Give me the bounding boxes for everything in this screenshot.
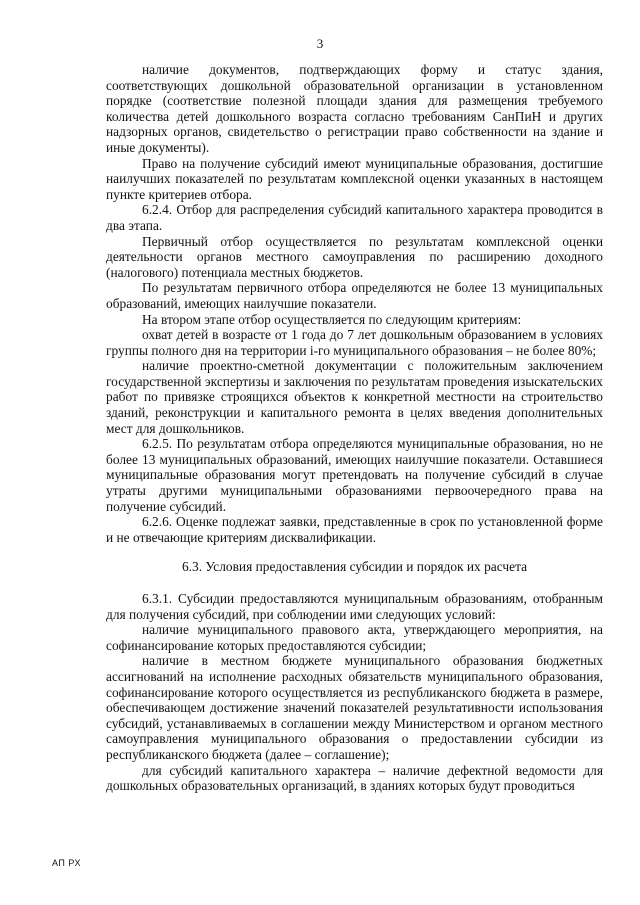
paragraph: По результатам первичного отбора определяются не более 13 муниципальных образований, имеющих наилучшие показатели. — [106, 280, 603, 311]
paragraph: наличие проектно-сметной документации с положительным заключением государственной экспертизы и заключения по результатам проведения изыскательских работ по привязке строящихся объектов к конкретной местности на строительство зданий, реконструкции и капитального ремонта в целях введения дополнительных мест для дошкольников. — [106, 358, 603, 436]
paragraph: 6.2.6. Оценке подлежат заявки, представленные в срок по установленной форме и не отвечающие критериям дисквалификации. — [106, 514, 603, 545]
paragraph: охват детей в возрасте от 1 года до 7 лет дошкольным образованием в условиях группы полного дня на территории i-го муниципального образования – не более 80%; — [106, 327, 603, 358]
page-number: 3 — [316, 36, 324, 51]
paragraph: 6.2.4. Отбор для распределения субсидий капитального характера проводится в два этапа. — [106, 202, 603, 233]
paragraph: Первичный отбор осуществляется по результатам комплексной оценки деятельности органов местного самоуправления по расширению доходного (налогового) потенциала местных бюджетов. — [106, 233, 603, 280]
paragraph: Право на получение субсидий имеют муниципальные образования, достигшие наилучших показателей по результатам комплексной оценки указанных в настоящем пункте критериев отбора. — [106, 155, 603, 202]
paragraph: для субсидий капитального характера – наличие дефектной ведомости для дошкольных образовательных организаций, в зданиях которых будут проводиться — [106, 762, 603, 794]
paragraph: 6.3.1. Субсидии предоставляются муниципальным образованиям, отобранным для получения субсидий, при соблюдении ими следующих условий: — [106, 591, 603, 622]
paragraph: 6.2.5. По результатам отбора определяются муниципальные образования, но не более 13 муниципальных образований, имеющих наилучшие показатели. Оставшиеся муниципальные образования могут претендовать на получение субсидий в случае утраты другими муниципальными образованиями первоочередного права на получение субсидий. — [106, 436, 603, 514]
document-body — [106, 62, 603, 794]
footer-code: АП РХ — [52, 858, 81, 868]
paragraph: На втором этапе отбор осуществляется по следующим критериям: — [142, 311, 522, 327]
paragraph: наличие муниципального правового акта, утверждающего мероприятия, на софинансирование которых предоставляются субсидии; — [106, 622, 603, 653]
paragraph: наличие в местном бюджете муниципального образования бюджетных ассигнований на исполнение расходных обязательств муниципального образования, софинансирование которого осуществляется из республиканского бюджета в размере, обеспечивающем достижение значений показателей результативности использования субсидий, устанавливаемых в соглашении между Министерством и органом местного самоуправления муниципального образования о предоставлении субсидии из республиканского бюджета (далее – соглашение); — [106, 653, 603, 762]
section-heading: 6.3. Условия предоставления субсидии и порядок их расчета — [181, 559, 528, 575]
paragraph: наличие документов, подтверждающих форму и статус здания, соответствующих дошкольной образовательной организации в установленном порядке (соответствие полезной площади здания для размещения требуемого количества детей дошкольного возраста согласно требованиям СанПиН и других надзорных органов, свидетельство о регистрации право собственности на здание и иные документы). — [106, 62, 603, 155]
